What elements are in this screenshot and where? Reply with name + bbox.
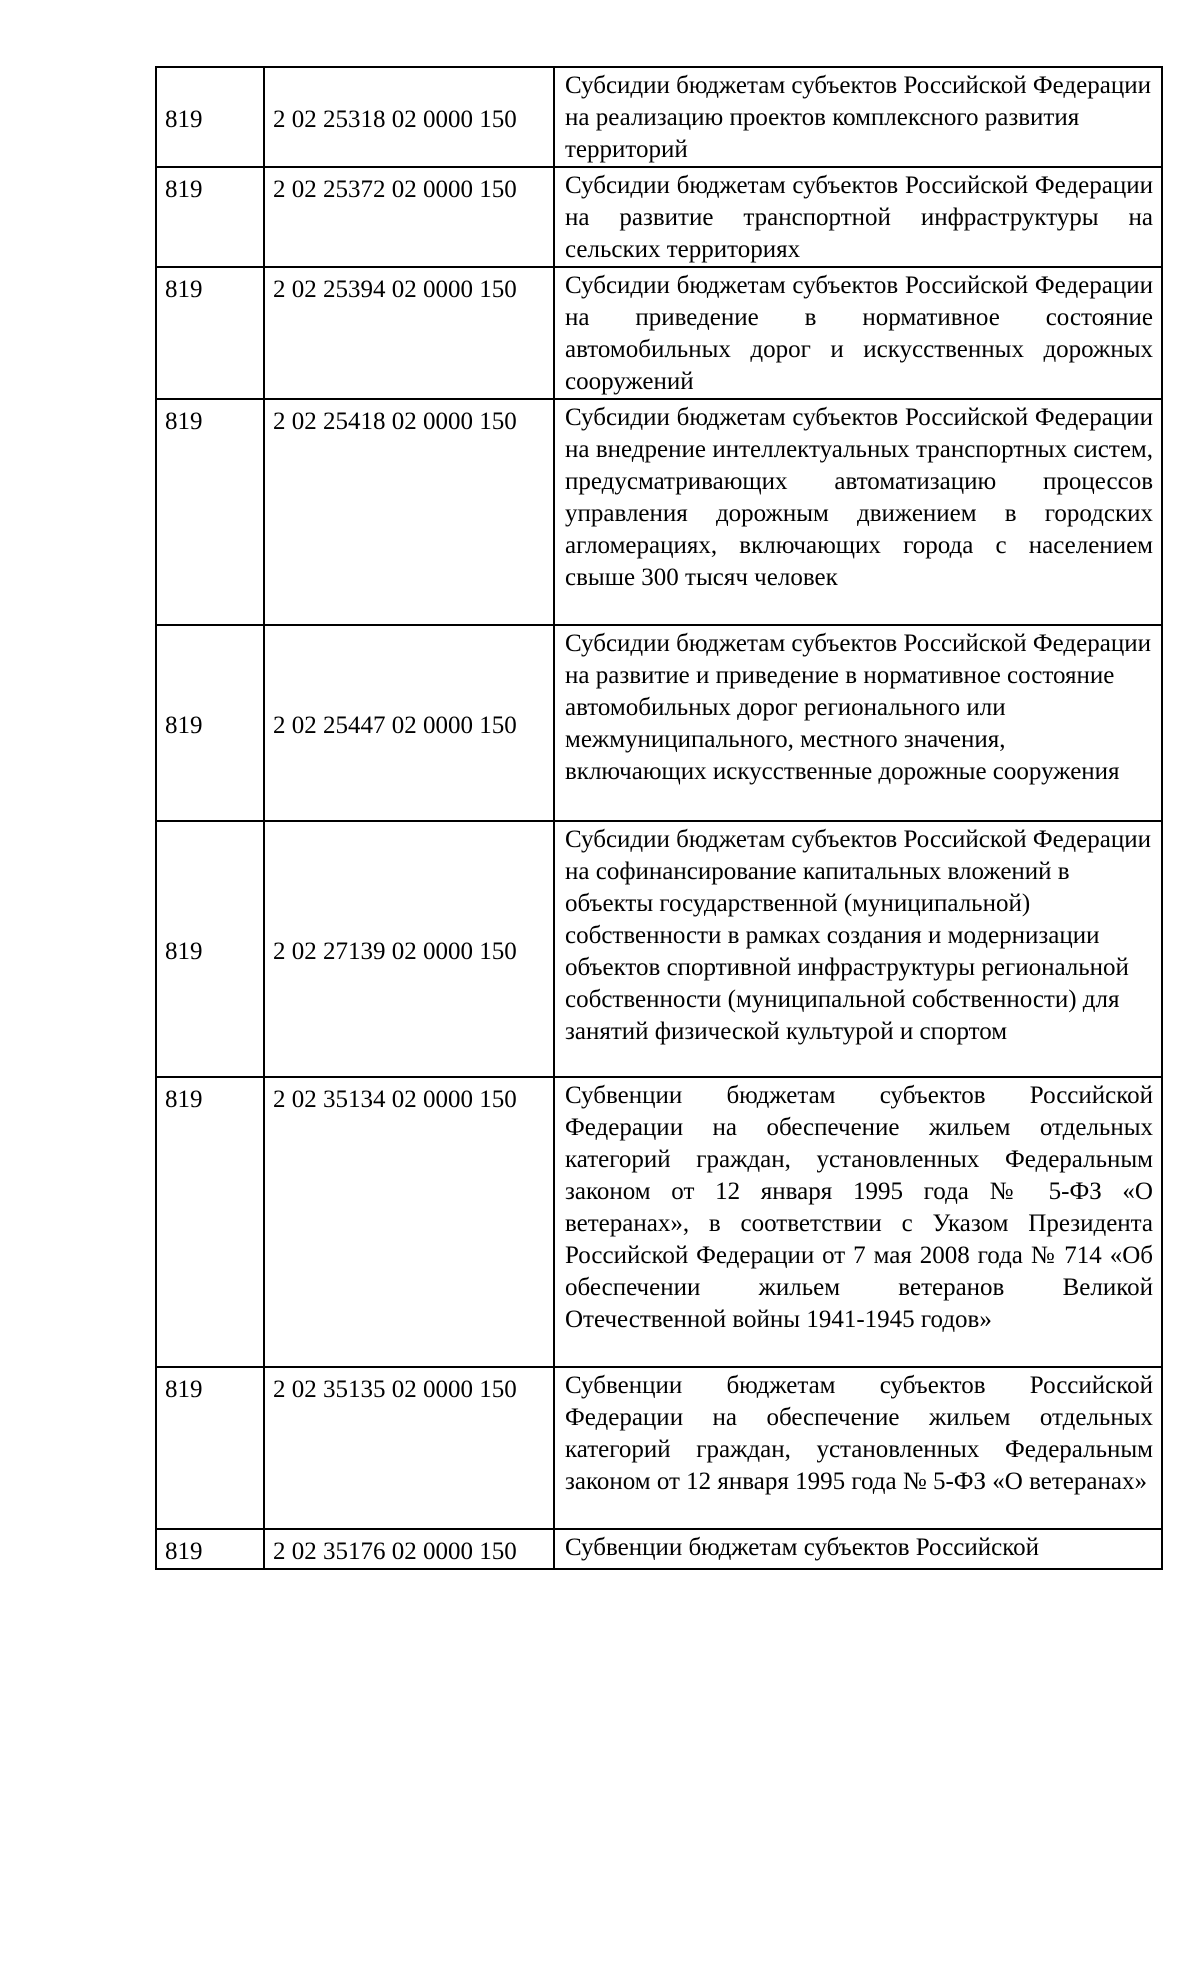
table-row	[156, 821, 1162, 1077]
table-row	[156, 1529, 1162, 1569]
description-cell: Субвенции бюджетам субъектов Российской	[554, 1529, 1162, 1569]
admin-code-cell: 819	[156, 1367, 264, 1529]
admin-code-cell: 819	[156, 399, 264, 625]
budget-code-cell: 2 02 25447 02 0000 150	[264, 625, 554, 821]
table-row	[156, 267, 1162, 399]
table-row	[156, 1367, 1162, 1529]
admin-code-cell: 819	[156, 267, 264, 399]
description-cell: Субвенции бюджетам субъектов Российской Федерации на обеспечение жильем отдельных категорий граждан, установленных Федеральным законом от 12 января 1995 года № 5-ФЗ «О ветеранах»	[554, 1367, 1162, 1529]
budget-code-cell: 2 02 25418 02 0000 150	[264, 399, 554, 625]
admin-code-cell: 819	[156, 821, 264, 1077]
description-cell: Субсидии бюджетам субъектов Российской Федерации на софинансирование капитальных вложений в объекты государственной (муниципальной) собственности в рамках создания и модернизации объектов спортивной инфраструктуры региональной собственности (муниципальной собственности) для занятий физической культурой и спортом	[554, 821, 1162, 1077]
description-cell: Субсидии бюджетам субъектов Российской Федерации на реализацию проектов комплексного развития территорий	[554, 67, 1162, 167]
description-cell: Субсидии бюджетам субъектов Российской Федерации на развитие транспортной инфраструктуры на сельских территориях	[554, 167, 1162, 267]
admin-code-cell: 819	[156, 67, 264, 167]
table-row	[156, 67, 1162, 167]
budget-code-cell: 2 02 25318 02 0000 150	[264, 67, 554, 167]
budget-code-cell: 2 02 25372 02 0000 150	[264, 167, 554, 267]
admin-code-cell: 819	[156, 625, 264, 821]
budget-code-cell: 2 02 35176 02 0000 150	[264, 1529, 554, 1569]
description-cell: Субсидии бюджетам субъектов Российской Федерации на приведение в нормативное состояние автомобильных дорог и искусственных дорожных сооружений	[554, 267, 1162, 399]
description-cell: Субсидии бюджетам субъектов Российской Федерации на развитие и приведение в нормативное состояние автомобильных дорог регионального или межмуниципального, местного значения, включающих искусственные дорожные сооружения	[554, 625, 1162, 821]
table-row	[156, 625, 1162, 821]
description-cell: Субсидии бюджетам субъектов Российской Федерации на внедрение интеллектуальных транспортных систем, предусматривающих автоматизацию процессов управления дорожным движением в городских агломерациях, включающих города с населением свыше 300 тысяч человек	[554, 399, 1162, 625]
budget-code-cell: 2 02 35135 02 0000 150	[264, 1367, 554, 1529]
admin-code-cell: 819	[156, 1529, 264, 1569]
budget-code-cell: 2 02 25394 02 0000 150	[264, 267, 554, 399]
table-row	[156, 167, 1162, 267]
table-row	[156, 399, 1162, 625]
admin-code-cell: 819	[156, 1077, 264, 1367]
admin-code-cell: 819	[156, 167, 264, 267]
budget-codes-table	[155, 66, 1163, 1570]
table-row	[156, 1077, 1162, 1367]
description-cell: Субвенции бюджетам субъектов Российской Федерации на обеспечение жильем отдельных категорий граждан, установленных Федеральным законом от 12 января 1995 года № 5-ФЗ «О ветеранах», в соответствии с Указом Президента Российской Федерации от 7 мая 2008 года № 714 «Об обеспечении жильем ветеранов Великой Отечественной войны 1941-1945 годов»	[554, 1077, 1162, 1367]
budget-code-cell: 2 02 35134 02 0000 150	[264, 1077, 554, 1367]
budget-code-cell: 2 02 27139 02 0000 150	[264, 821, 554, 1077]
